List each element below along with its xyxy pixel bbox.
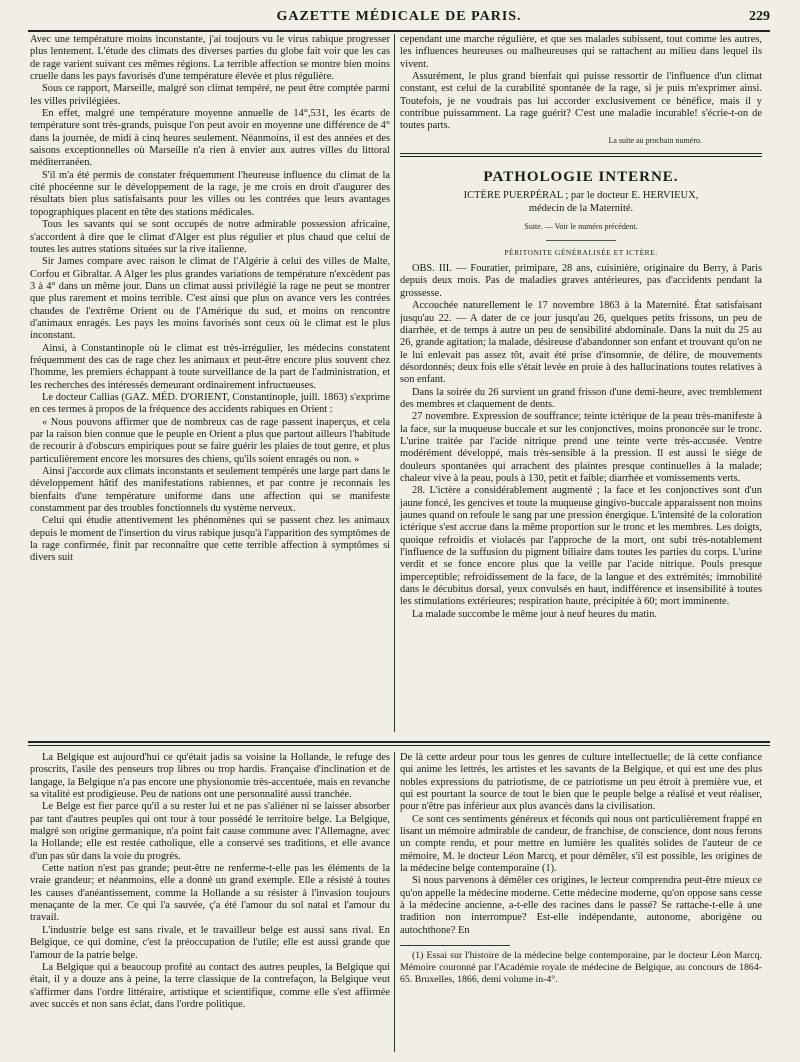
paragraph: Ainsi j'accorde aux climats inconstants et seulement tempérés une large part dans le développement hâtif des manifestations rabiennes, et par contre je reconnais les bienfaits d'une température uniforme dans une affection qui se manifeste constamment par des troubles fonctionnels du système nerveux. [30,466,390,515]
paragraph: Sir James compare avec raison le climat de l'Algérie à celui des villes de Malte, Corfou et Gibraltar. A Alger les plus grandes variations de température n'excèdent pas 3 à 4° dans un même jour. Dans un climat aussi privilégié la rage ne peut se montrer que plus rarement et moins terrible. C'est ainsi que plus on avance vers les contrées chaudes de l'extrême Orient ou de l'Amérique du sud, et moins on rencontre d'animaux enragés. Les pays les moins favorisés sont ceux où le climat est le plus inconstant. [30,256,390,342]
byline-line-2: médecin de la Maternité. [528,203,634,215]
paragraph: Ainsi, à Constantinople où le climat est très-irrégulier, les médecins constatent fréquemment des cas de rage chez les animaux et peut-être encore plus souvent chez l'homme, les premiers échappant à toute surveillance de la part de l'administration, et les recherches des intéressés demeurant ordinairement infructueuses. [30,342,390,391]
paragraph: Cette nation n'est pas grande; peut-être ne renferme-t-elle pas les éléments de la vraie grandeur; et néanmoins, elle a donné un grand exemple. Elle a résisté à toutes les causes d'anéantissement, comme la Hollande a su résister à l'invasion toujours menaçante de la mer. Ce qui l'a sauvée, ç'a été l'amour du sol natal et l'amour du travail. [30,863,390,924]
paragraph: Le Belge est fier parce qu'il a su rester lui et ne pas s'aliéner ni se laisser absorber par tant d'autres peuples qui ont tour à tour possédé le territoire belge. La Belgique, malgré son origine germanique, n'a point fait cause commune avec l'Allemagne, avec la Hollande; elle est restée catholique, elle a conservé ses traditions, et elle avance d'un pas sûr dans la voie du progrès. [30,801,390,862]
left-column [30,34,390,565]
suite-reference: Suite. — Voir le numéro précédent. [524,222,638,232]
paragraph: S'il m'a été permis de constater fréquemment l'heureuse influence du climat de la cité phocéenne sur le développement de la rage, je me crois en droit d'augurer des résultats bien plus satisfaisants pour les villes ou les contrées que leurs avantages topographiques placent en tête des stations médicales. [30,169,390,218]
bottom-left-column [30,752,390,1011]
short-rule [546,240,616,241]
paragraph: Dans la soirée du 26 survient un grand frisson d'une demi-heure, avec tremblement des membres et claquement de dents. [400,386,762,410]
bottom-right-column [400,752,762,986]
paragraph: Assurément, le plus grand bienfait qui puisse ressortir de l'influence d'un climat constant, est celui de la curabilité spontanée de la rage, si je puis m'exprimer ainsi. Toutefois, je ne voudrais pas lui accorder exclusivement ce bénéfice, mais il y contribue puissamment. La rage guérit? C'est une maladie incurable! s'écrie-t-on de toutes parts. [400,71,762,132]
paragraph: Ce sont ces sentiments généreux et féconds qui nous ont particulièrement frappé en lisant un mémoire admirable de candeur, de franchise, de conscience, dont nous ferons un compte rendu, et pour mettre en lumière les qualités solides de l'auteur de ce mémoire, M. le docteur Léon Marcq, et pour démêler, s'il est possible, les origines de la médecine belge contemporaine (1). [400,813,762,875]
paragraph: Sous ce rapport, Marseille, malgré son climat tempéré, ne peut être comptée parmi les villes privilégiées. [30,83,390,107]
paragraph: cependant une marche régulière, et que ses malades subissent, tout comme les autres, les influences heureuses ou malheureuses qui se rattachent au milieu dans lequel ils vivent. [400,34,762,70]
continuation-note: La suite au prochain numéro. [608,135,702,145]
paragraph: De là cette ardeur pour tous les genres de culture intellectuelle; de là cette confiance qui anime les lettrés, les artistes et les savants de la Belgique, et qui est une des plus nobles expressions du patriotisme, de ce patriotisme un peu étroit à première vue, et qui est pourtant la source de tout le bien que le peuple belge a réalisé et veut réaliser, pour n'être pas inférieur aux plus avancés dans la civilisation. [400,752,762,813]
page-number: 229 [749,9,770,24]
paragraph: Accouchée naturellement le 17 novembre 1863 à la Maternité. État satisfaisant jusqu'au 22. — A dater de ce jour jusqu'au 26, quelques petits frissons, un peu de diarrhée, et de temps à autre un peu de sensibilité abdominale. Dans la nuit du 25 au 26, grande agitation; la malade, désireuse d'abandonner son enfant et trouvant qu'on ne le lui enlevait pas assez tôt, avait été prise d'insomnie, de délire, de mouvements désordonnés; deux fois elle s'était levée en proie à des hallucinations toutes relatives à son enfant. [400,300,762,386]
byline-line-1: ICTÈRE PUERPÉRAL ; par le docteur E. HERVIEUX, [463,190,699,202]
paragraph: La Belgique est aujourd'hui ce qu'était jadis sa voisine la Hollande, le refuge des proscrits, l'asile des penseurs trop libres ou trop hardis. Française d'inclination et de langage, la Belgique n'a pas encore une physionomie très-accentuée, mais en revanche sa vitalité est prodigieuse. Peu de nations ont une personnalité aussi tranchée. [30,752,390,801]
quote-paragraph: « Nous pouvons affirmer que de nombreux cas de rage passent inaperçus, et cela par la raison bien connue que le peuple en Orient a plus que partout ailleurs l'habitude de recourir à d'obscurs empiriques pour se faire guérir les plaies de tout genre, et plus particulièrement encore les morsures des chiens, qu'ils soient enragés ou non. » [30,416,390,465]
feuilleton-rule [28,741,770,743]
paragraph: L'industrie belge est sans rivale, et le travailleur belge est aussi sans rival. En Belgique, ce qui domine, c'est la préoccupation de l'utile; elle est aussi grande que l'amour de la patrie belge. [30,924,390,961]
paragraph: La Belgique qui a beaucoup profité au contact des autres peuples, la Belgique qui était, il y a douze ans à peine, la terre classique de la contrefaçon, la Belgique veut s'affirmer dans l'ordre littéraire, artistique et scientifique, comme elle s'est affirmée avec succès et non sans éclat, dans l'ordre politique. [30,961,390,1010]
paragraph: Avec une température moins inconstante, j'ai toujours vu le virus rabique progresser plus lentement. L'étude des climats des diverses parties du globe fait voir que les cas de rage varient suivant ces mêmes régions. La terrible affection se montre bien moins cruelle dans les pays favorisés d'une température élevée et plus régulière. [30,34,390,83]
column-divider [394,34,395,732]
paragraph: Celui qui étudie attentivement les phénomènes qui se passent chez les animaux depuis le moment de l'insertion du virus rabique jusqu'à l'apparition des symptômes de la rage confirmée, finit par reconnaître que cette terrible affection à symptômes si divers suit [30,515,390,564]
paragraph: Le docteur Callias (GAZ. MÉD. D'ORIENT, Constantinople, juill. 1863) s'exprime en ces termes à propos de la fréquence des accidents rabiques en Orient : [30,391,390,416]
right-column [400,34,762,621]
article-byline [400,189,762,215]
paragraph: 27 novembre. Expression de souffrance; teinte ictérique de la peau très-manifeste à la face, sur la muqueuse buccale et sur les conjonctives, moins prononcée sur le tronc. L'urine traitée par l'acide nitrique prend une teinte verte très-accusée. Ventre modérément développé, mais très-sensible à la pression. Il est aussi le siége de douleurs spontanées qui arrachent des plaintes presque continuelles à la malade; chaleur vive à la peau, pouls à 130, petit et faible; diarrhée et vomissements verts. [400,411,762,484]
paragraph: En effet, malgré une température moyenne annuelle de 14°,531, les écarts de température sont très-grands, puisque l'on peut avoir en moyenne une différence de 4° dans la journée, de midi à cinq heures seulement. Néanmoins, il est des années et des saisons exceptionnelles où Marseille n'a rien à envier aux autres villes du littoral méditerranéen. [30,108,390,169]
section-title: PATHOLOGIE INTERNE. [483,169,679,186]
footnote-rule [400,945,510,946]
paragraph: OBS. III. — Fouratier, primipare, 28 ans, cuisinière, originaire du Berry, à Paris depuis deux mois. Pas de maladies graves antérieures, pas d'accidents pendant la grossesse. [400,263,762,299]
paragraph: La malade succombe le même jour à neuf heures du matin. [412,608,657,620]
feuilleton-rule-thin [28,745,770,746]
subheading: PÉRITONITE GÉNÉRALISÉE ET ICTÈRE. [504,247,658,257]
page-header [28,6,770,28]
paragraph: 28. L'ictère a considérablement augmenté ; la face et les conjonctives sont d'un jaune foncé, les gencives et toute la muqueuse gingivo-buccale apparaissent non moins jaunes quand on refoule le sang par une pression énergique. L'intensité de la coloration ictérique s'est accrue dans la même proportion sur le tronc et les membres. Les doigts, quoique refroidis et violacés par l'approche de la mort, ont subi très-notablement l'influence de la suffusion du pigment biliaire dans toutes les parties du corps. L'urine verdit et se fonce encore plus que la veille par l'acide nitrique. Pouls presque imperceptible; refroidissement de la face, de la langue et des extrémités; immobilité dans le décubitus dorsal, yeux convulsés en haut, indifférence et insensibilité à toutes les stimulations extérieures; respiration haute, précipitée à 60; mort imminente. [400,485,762,608]
section-separator [400,153,762,157]
column-divider-bottom [394,752,395,1052]
paragraph: Tous les savants qui se sont occupés de notre admirable possession africaine, s'accordent à dire que le climat d'Alger est plus régulier et plus chaud que celui de toutes les autres stations situées sur la rive italienne. [30,219,390,255]
header-rule [28,30,770,32]
journal-title: GAZETTE MÉDICALE DE PARIS. [276,9,522,24]
footnote: (1) Essai sur l'histoire de la médecine belge contemporaine, par le docteur Léon Marcq. Mémoire couronné par l'Académie royale de médecine de Belgique, au concours de 1864-65. Bruxelles, 1866, demi volume in-4°. [400,950,762,986]
paragraph: Si nous parvenons à démêler ces origines, le lecteur comprendra peut-être mieux ce qu'on appelle la médecine moderne. Cette médecine moderne, qu'on oppose sans cesse à la médecine ancienne, a-t-elle des racines dans le passé? Se rattache-t-elle à une tradition non interrompue? Est-elle indépendante, autonome, aborigène ou autochthone? En [400,875,762,936]
